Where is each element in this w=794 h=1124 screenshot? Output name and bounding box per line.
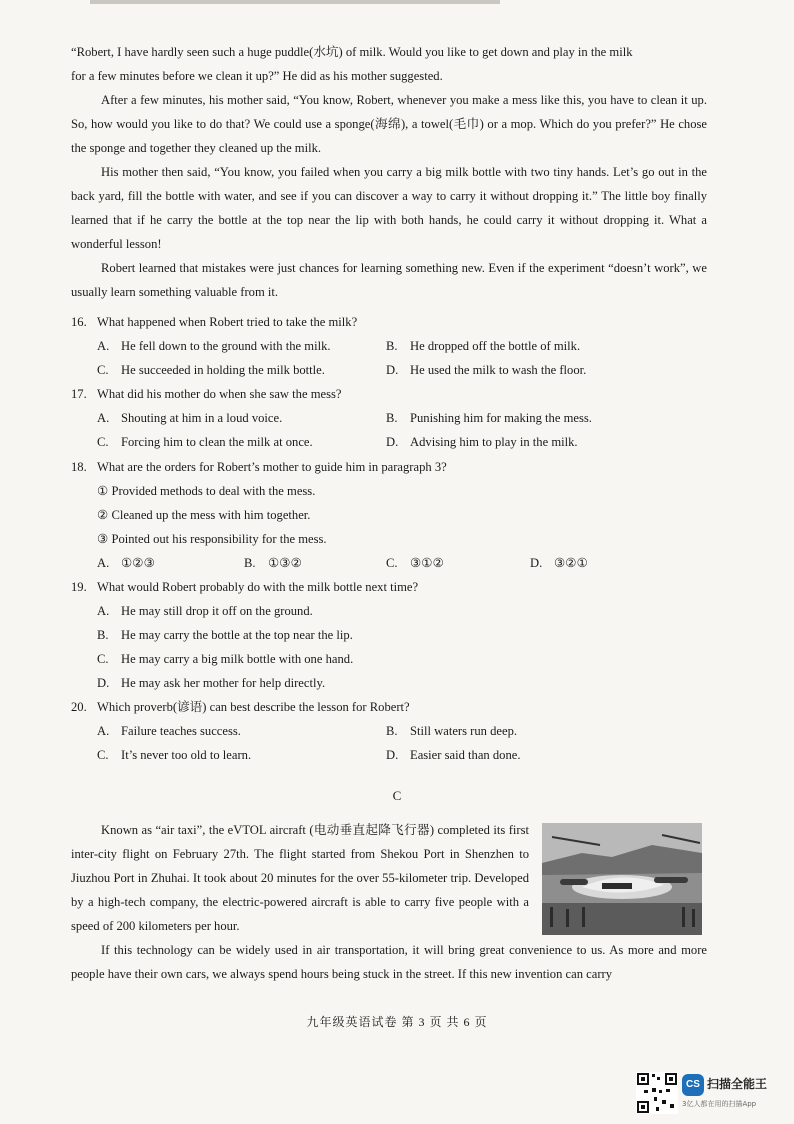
option-letter: D.: [386, 748, 399, 762]
option-letter: A.: [97, 724, 110, 738]
option-text: Punishing him for making the mess.: [410, 411, 592, 425]
q18-option-a[interactable]: [97, 551, 155, 575]
option-text: He may ask her mother for help directly.: [121, 676, 326, 690]
scanner-app-title: 扫描全能王: [707, 1077, 768, 1091]
option-letter: C.: [97, 748, 109, 762]
question-17: [71, 382, 707, 406]
question-stem: What would Robert probably do with the milk bottle next time?: [97, 580, 419, 594]
q17-option-b[interactable]: [386, 406, 592, 430]
evtol-aircraft-photo: [542, 823, 702, 935]
option-text: He fell down to the ground with the milk.: [121, 339, 331, 353]
option-letter: B.: [386, 339, 398, 353]
option-letter: B.: [386, 724, 398, 738]
q16-option-a[interactable]: [97, 334, 331, 358]
top-scan-edge: [90, 0, 500, 4]
qr-code-icon: [636, 1072, 678, 1114]
option-text: ①③②: [268, 556, 302, 570]
q18-item-3: ③ Pointed out his responsibility for the mess.: [97, 532, 327, 546]
option-letter: D.: [530, 556, 543, 570]
option-letter: B.: [97, 628, 109, 642]
option-text: He may carry a big milk bottle with one hand.: [121, 652, 354, 666]
q19-option-b[interactable]: [97, 623, 353, 647]
q18-item-1: ① Provided methods to deal with the mess.: [97, 484, 316, 498]
question-20: [71, 695, 707, 719]
option-text: ①②③: [121, 556, 155, 570]
option-letter: D.: [386, 363, 399, 377]
q17-option-a[interactable]: [97, 406, 282, 430]
option-text: He dropped off the bottle of milk.: [410, 339, 581, 353]
question-number: 16.: [71, 315, 87, 329]
option-letter: C.: [97, 435, 109, 449]
q18-option-b[interactable]: [244, 551, 302, 575]
option-text: He may still drop it off on the ground.: [121, 604, 313, 618]
option-text: Shouting at him in a loud voice.: [121, 411, 283, 425]
option-letter: B.: [244, 556, 256, 570]
option-text: ③②①: [554, 556, 588, 570]
option-text: He used the milk to wash the floor.: [410, 363, 587, 377]
question-18: [71, 455, 707, 479]
option-letter: A.: [97, 604, 110, 618]
q20-option-c[interactable]: [97, 743, 251, 767]
question-number: 20.: [71, 700, 87, 714]
option-text: Still waters run deep.: [410, 724, 518, 738]
question-stem: What are the orders for Robert’s mother to guide him in paragraph 3?: [97, 460, 447, 474]
q16-option-d[interactable]: [386, 358, 586, 382]
passage-b-p1-line2: for a few minutes before we clean it up?” He did as his mother suggested.: [71, 69, 443, 83]
option-letter: C.: [386, 556, 398, 570]
question-stem: What did his mother do when she saw the mess?: [97, 387, 342, 401]
section-heading-c: C: [392, 788, 402, 803]
option-letter: B.: [386, 411, 398, 425]
section-c-paragraph-1: Known as “air taxi”, the eVTOL aircraft (电动垂直起降飞行器) completed its first inter-city flight on February 27th. The flight started from Shekou Port in Shenzhen to Jiuzhou Port in Zhuhai. It took about 20 minutes for the over 55-kilometer trip. Developed by a high-tech company, the electric-powered aircraft is able to carry five people with a speed of 200 kilometers per hour.: [71, 823, 529, 933]
option-text: Easier said than done.: [410, 748, 521, 762]
option-letter: A.: [97, 411, 110, 425]
option-letter: D.: [386, 435, 399, 449]
q18-option-c[interactable]: [386, 551, 444, 575]
q20-option-b[interactable]: [386, 719, 517, 743]
q19-option-d[interactable]: [97, 671, 325, 695]
question-number: 18.: [71, 460, 87, 474]
option-text: He may carry the bottle at the top near the lip.: [121, 628, 353, 642]
question-number: 19.: [71, 580, 87, 594]
option-text: Advising him to play in the milk.: [410, 435, 578, 449]
q17-option-c[interactable]: [97, 430, 313, 454]
q18-option-d[interactable]: [530, 551, 588, 575]
option-text: It’s never too old to learn.: [121, 748, 252, 762]
passage-b-paragraph-3: His mother then said, “You know, you failed when you carry a big milk bottle with two tiny hands. Let’s go out in the back yard, fill the bottle with water, and see if you can discover a way to carry it without dropping it.” The little boy finally learned that if he carry the bottle at the top near the lip with both hands, he could carry it without dropping it. What a wonderful lesson!: [71, 165, 707, 251]
q19-option-a[interactable]: [97, 599, 313, 623]
q20-option-d[interactable]: [386, 743, 521, 767]
aircraft-photo-illustration: [542, 823, 702, 935]
option-text: Forcing him to clean the milk at once.: [121, 435, 313, 449]
option-text: He succeeded in holding the milk bottle.: [121, 363, 325, 377]
option-letter: C.: [97, 363, 109, 377]
question-stem: What happened when Robert tried to take the milk?: [97, 315, 358, 329]
q20-option-a[interactable]: [97, 719, 241, 743]
q18-item-2: ② Cleaned up the mess with him together.: [97, 508, 311, 522]
option-text: ③①②: [410, 556, 444, 570]
option-letter: C.: [97, 652, 109, 666]
option-letter: D.: [97, 676, 110, 690]
scanner-app-subtitle: 3亿人都在用的扫描App: [682, 1100, 757, 1108]
q16-option-c[interactable]: [97, 358, 325, 382]
question-19: [71, 575, 707, 599]
question-stem: Which proverb(谚语) can best describe the lesson for Robert?: [97, 700, 410, 714]
option-letter: A.: [97, 339, 110, 353]
option-letter: A.: [97, 556, 110, 570]
option-text: Failure teaches success.: [121, 724, 241, 738]
q19-option-c[interactable]: [97, 647, 353, 671]
q17-option-d[interactable]: [386, 430, 578, 454]
passage-b-paragraph-4: Robert learned that mistakes were just chances for learning something new. Even if the experiment “doesn’t work”, we usually learn something valuable from it.: [71, 261, 707, 299]
question-number: 17.: [71, 387, 87, 401]
passage-b-paragraph-2: After a few minutes, his mother said, “You know, Robert, whenever you make a mess like this, you have to clean it up. So, how would you like to do that? We could use a sponge(海绵), a towel(毛巾) or a mop. Which do you prefer?” He chose the sponge and together they cleaned up the milk.: [71, 93, 707, 155]
passage-b-paragraph-1: [71, 40, 707, 88]
page-footer: 九年级英语试卷 第 3 页 共 6 页: [306, 1015, 488, 1029]
camscanner-logo: CS: [682, 1074, 704, 1096]
question-16: [71, 310, 707, 334]
q16-option-b[interactable]: [386, 334, 580, 358]
qr-code: [636, 1072, 678, 1114]
passage-b-p1-line1: “Robert, I have hardly seen such a huge puddle(水坑) of milk. Would you like to get down and play in the milk: [71, 45, 633, 59]
section-c-paragraph-2: If this technology can be widely used in air transportation, it will bring great convenience to us. As more and more people have their own cars, we always spend hours being stuck in the street. If this new invention can carry: [71, 943, 707, 981]
